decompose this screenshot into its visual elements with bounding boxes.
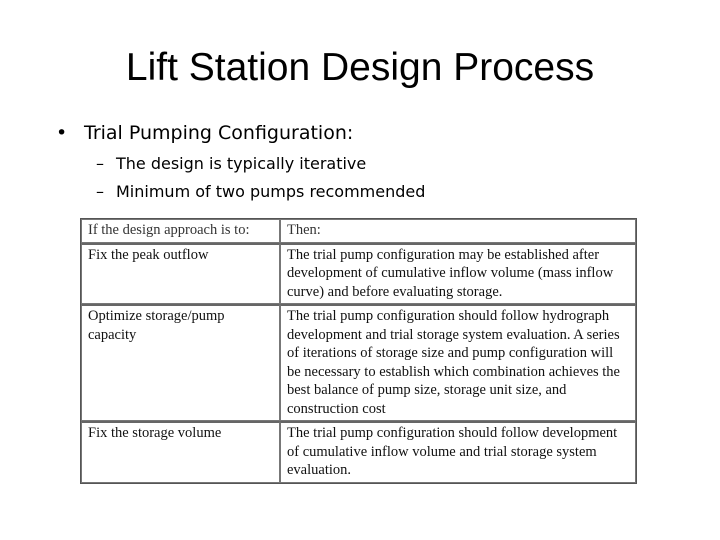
table-header-approach: If the design approach is to: [81,219,280,243]
sub-bullet-marker: – [96,182,104,201]
approach-cell: Optimize storage/pump capacity [81,304,280,421]
table-header-then: Then: [280,219,636,243]
table-row [81,304,636,421]
sub-bullet-item [96,150,425,178]
bullet-marker: • [56,122,68,144]
then-cell: The trial pump configuration should follow development of cumulative inflow volume and trial storage system evaluation. [280,421,636,483]
bullet-list [56,120,425,206]
bullet-text: Trial Pumping Configuration: [84,122,354,144]
then-cell: The trial pump configuration may be established after development of cumulative inflow volume (mass inflow curve) and before evaluating storage. [280,243,636,305]
slide-title: Lift Station Design Process [125,46,595,89]
design-approach-table [80,218,637,484]
table-row [81,243,636,305]
bullet-item [56,120,425,146]
approach-cell: Fix the storage volume [81,421,280,483]
table-header-row [81,219,636,243]
then-cell: The trial pump configuration should follow hydrograph development and trial storage system evaluation. A series of iterations of storage size and pump configuration will be necessary to establish which combination achieves the best balance of pump size, storage unit size, and construction cost [280,304,636,421]
sub-bullet-text: Minimum of two pumps recommended [116,182,426,201]
sub-bullet-item [96,178,425,206]
sub-bullet-marker: – [96,154,104,173]
approach-cell: Fix the peak outflow [81,243,280,305]
table-row [81,421,636,483]
sub-bullet-text: The design is typically iterative [116,154,367,173]
sub-bullet-list [96,150,425,206]
